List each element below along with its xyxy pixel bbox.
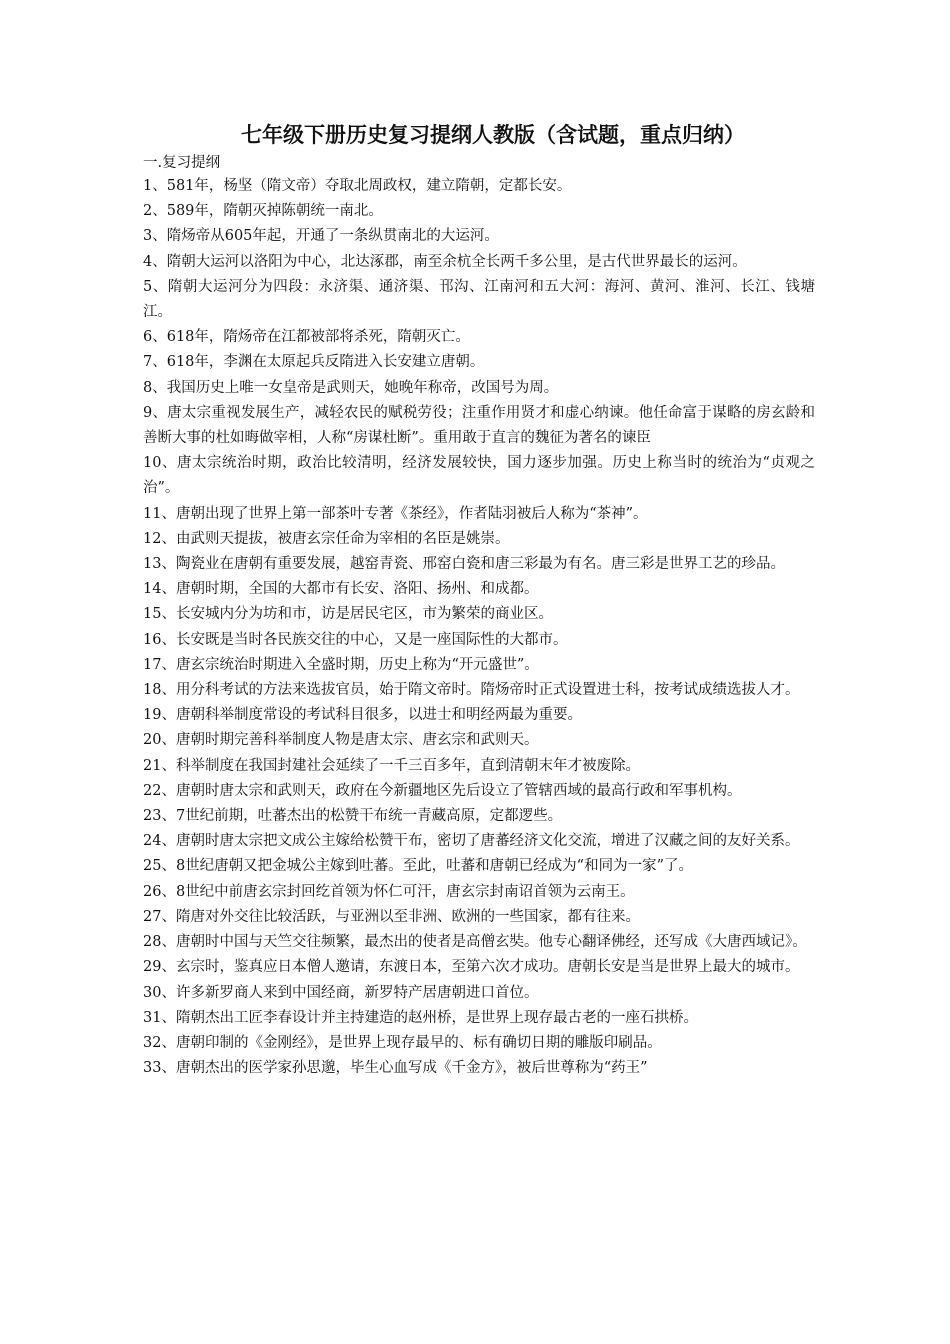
section-heading: 一.复习提纲 — [143, 155, 221, 171]
document-title: 七年级下册历史复习提纲人教版（含试题，重点归纳） — [241, 122, 745, 147]
outline-item: 31、隋朝杰出工匠李春设计并主持建造的赵州桥，是世界上现存最古老的一座石拱桥。 — [143, 1009, 698, 1026]
outline-item: 23、7世纪前期，吐蕃杰出的松赞干布统一青藏高原，定都逻些。 — [143, 808, 563, 825]
outline-item: 5、隋朝大运河分为四段：永济渠、通济渠、邗沟、江南河和五大河：海河、黄河、淮河、长江、钱塘江。 — [143, 278, 815, 321]
outline-item: 3、隋炀帝从605年起，开通了一条纵贯南北的大运河。 — [143, 228, 499, 245]
outline-item: 19、唐朝科举制度常设的考试科目很多，以进士和明经两最为重要。 — [143, 707, 582, 724]
outline-item: 8、我国历史上唯一女皇帝是武则天，她晚年称帝，改国号为周。 — [143, 379, 559, 396]
outline-item: 2、589年，隋朝灭掉陈朝统一南北。 — [143, 203, 383, 220]
outline-item: 4、隋朝大运河以洛阳为中心，北达涿郡，南至余杭全长两千多公里，是古代世界最长的运河。 — [143, 253, 747, 270]
outline-item: 10、唐太宗统治时期，政治比较清明，经济发展较快，国力逐步加强。历史上称当时的统治为“贞观之治”。 — [143, 455, 815, 497]
outline-item: 27、隋唐对外交往比较活跃，与亚洲以至非洲、欧洲的一些国家，都有往来。 — [143, 908, 640, 925]
outline-item: 13、陶瓷业在唐朝有重要发展，越窑青瓷、邢窑白瓷和唐三彩最为有名。唐三彩是世界工艺的珍品。 — [143, 556, 785, 573]
outline-item: 6、618年，隋炀帝在江都被部将杀死，隋朝灭亡。 — [143, 329, 470, 346]
outline-item: 7、618年，李渊在太原起兵反隋进入长安建立唐朝。 — [143, 354, 485, 371]
outline-item: 9、唐太宗重视发展生产，减轻农民的赋税劳役；注重作用贤才和虚心纳谏。他任命富于谋略的房玄龄和善断大事的杜如晦做宰相，人称“房谋杜断”。重用敢于直言的魏征为著名的谏臣 — [143, 404, 815, 447]
outline-item: 14、唐朝时期，全国的大都市有长安、洛阳、扬州、和成都。 — [143, 581, 539, 598]
outline-item: 29、玄宗时，鉴真应日本僧人邀请，东渡日本，至第六次才成功。唐朝长安是当是世界上最大的城市。 — [143, 959, 800, 976]
outline-item: 30、许多新罗商人来到中国经商，新罗特产居唐朝进口首位。 — [143, 984, 539, 1001]
outline-item: 12、由武则天提拔，被唐玄宗任命为宰相的名臣是姚崇。 — [143, 530, 510, 547]
outline-item: 28、唐朝时中国与天竺交往频繁，最杰出的使者是高僧玄奘。他专心翻译佛经，还写成《大唐西域记》。 — [143, 934, 807, 951]
outline-item: 20、唐朝时期完善科举制度人物是唐太宗、唐玄宗和武则天。 — [143, 732, 539, 749]
document-page — [143, 118, 815, 1081]
outline-item: 15、长安城内分为坊和市，访是居民宅区，市为繁荣的商业区。 — [143, 606, 553, 623]
outline-item: 25、8世纪唐朝又把金城公主嫁到吐蕃。至此，吐蕃和唐朝已经成为“和同为一家”了。 — [143, 858, 693, 875]
outline-item: 17、唐玄宗统治时期进入全盛时期，历史上称为“开元盛世”。 — [143, 656, 539, 673]
outline-item: 33、唐朝杰出的医学家孙思邈，毕生心血写成《千金方》，被后世尊称为“药王” — [143, 1060, 648, 1077]
outline-item: 1、581年，杨坚（隋文帝）夺取北周政权，建立隋朝，定都长安。 — [143, 178, 572, 194]
outline-item: 21、科举制度在我国封建社会延续了一千三百多年，直到清朝末年才被废除。 — [143, 757, 640, 774]
outline-item: 32、唐朝印制的《金刚经》，是世界上现存最早的、标有确切日期的雕版印刷品。 — [143, 1034, 662, 1051]
outline-item: 26、8世纪中前唐玄宗封回纥首领为怀仁可汗，唐玄宗封南诏首领为云南王。 — [143, 883, 635, 900]
outline-item: 16、长安既是当时各民族交往的中心，又是一座国际性的大都市。 — [143, 631, 568, 648]
outline-list — [143, 174, 815, 1081]
outline-item: 11、唐朝出现了世界上第一部茶叶专著《茶经》，作者陆羽被后人称为“茶神”。 — [143, 505, 648, 522]
outline-item: 22、唐朝时唐太宗和武则天，政府在今新疆地区先后设立了管辖西域的最高行政和军事机构。 — [143, 782, 742, 799]
outline-item: 18、用分科考试的方法来选拔官员，始于隋文帝时。隋炀帝时正式设置进士科，按考试成绩选拔人才。 — [143, 682, 800, 699]
outline-item: 24、唐朝时唐太宗把文成公主嫁给松赞干布，密切了唐蕃经济文化交流，增进了汉藏之间的友好关系。 — [143, 833, 800, 850]
